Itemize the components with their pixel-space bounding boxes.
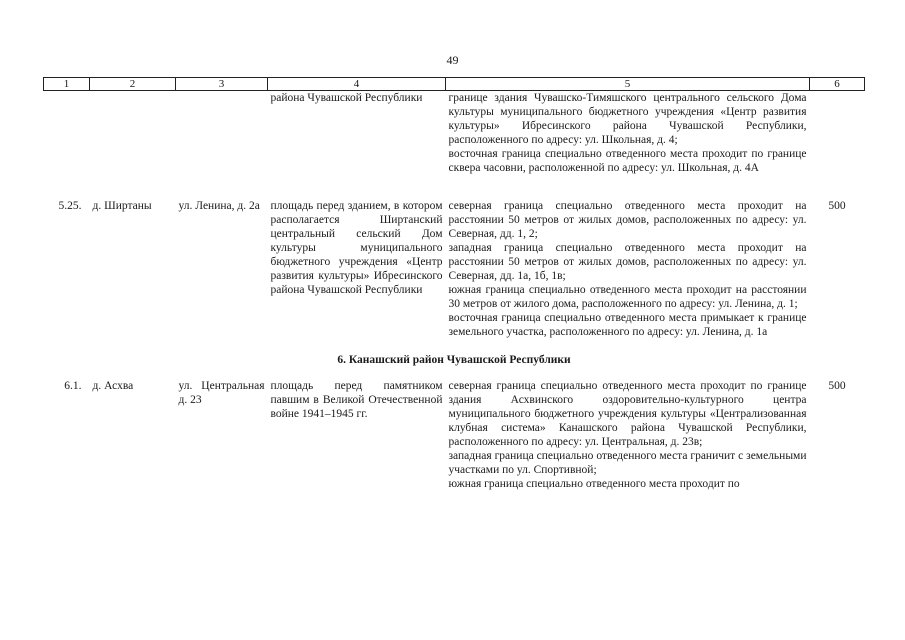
amount: 500 [828,200,846,212]
street-address: ул. Центральная д. 23 [178,380,265,406]
header-col-5: 5 [446,78,810,91]
border-text: границе здания Чувашско-Тимяшского центрального сельского Дома культуры муниципального бюджетного учреждения «Центр развития культуры» Ибресинского района Чувашской Республики, расположенного по адресу: ул. Школьная, д. 4; [448,92,807,146]
table-row [44,379,865,491]
header-col-6: 6 [810,78,865,91]
table-row-continued [44,91,865,176]
borders-cell [446,91,810,176]
page-number: 49 [446,53,459,67]
border-text: восточная граница специально отведенного места примыкает к границе земельного участка, расположенного по адресу: ул. Ленина, д. 1а [448,312,807,338]
village-name: д. Ширтаны [92,200,152,212]
border-text: восточная граница специально отведенного места проходит по границе сквера часовни, расположенной по адресу: ул. Школьная, д. 4А [448,148,807,174]
row-number: 6.1. [64,380,82,392]
street-address: ул. Ленина, д. 2а [178,200,260,212]
place-description: площадь перед зданием, в котором располагается Ширтанский центральный сельский Дом культуры муниципального бюджетного учреждения «Центр развития культуры» Ибресинского района Чувашской Республики [270,200,443,296]
place-description: района Чувашской Республики [270,92,423,104]
header-col-3: 3 [176,78,268,91]
borders-cell [446,199,810,339]
border-text: южная граница специально отведенного места проходит на расстоянии 30 метров от жилого дома, расположенного по адресу: ул. Ленина, д. 1; [448,284,807,310]
place-description: площадь перед памятником павшим в Великой Отечественной войне 1941–1945 гг. [270,380,443,420]
section-title: 6. Канашский район Чувашской Республики [337,354,571,366]
places-table [43,77,865,491]
border-text: западная граница специально отведенного места проходит на расстоянии 50 метров от жилых домов, расположенных по адресу: ул. Северная, дд. 1а, 1б, 1в; [448,242,807,282]
border-text: северная граница специально отведенного места проходит по границе здания Асхвинского оздоровительно-культурного центра муниципального бюджетного учреждения культуры «Централизованная клубная система» Канашского района Чувашской Республики, расположенного по адресу: ул. Центральная, д. 23в; [448,380,807,448]
table-row [44,199,865,339]
amount: 500 [828,380,846,392]
border-text: северная граница специально отведенного места проходит на расстоянии 50 метров от жилых домов, расположенных по адресу: ул. Северная, дд. 1, 2; [448,200,807,240]
header-col-4: 4 [268,78,446,91]
column-number-header [44,78,865,91]
borders-cell [446,379,810,491]
header-col-1: 1 [44,78,90,91]
border-text: южная граница специально отведенного места проходит по [448,478,740,490]
border-text: западная граница специально отведенного места граничит с земельными участками по ул. Спортивной; [448,450,807,476]
village-name: д. Асхва [92,380,134,392]
row-number: 5.25. [58,200,82,212]
header-col-2: 2 [90,78,176,91]
section-heading-row [44,339,865,379]
